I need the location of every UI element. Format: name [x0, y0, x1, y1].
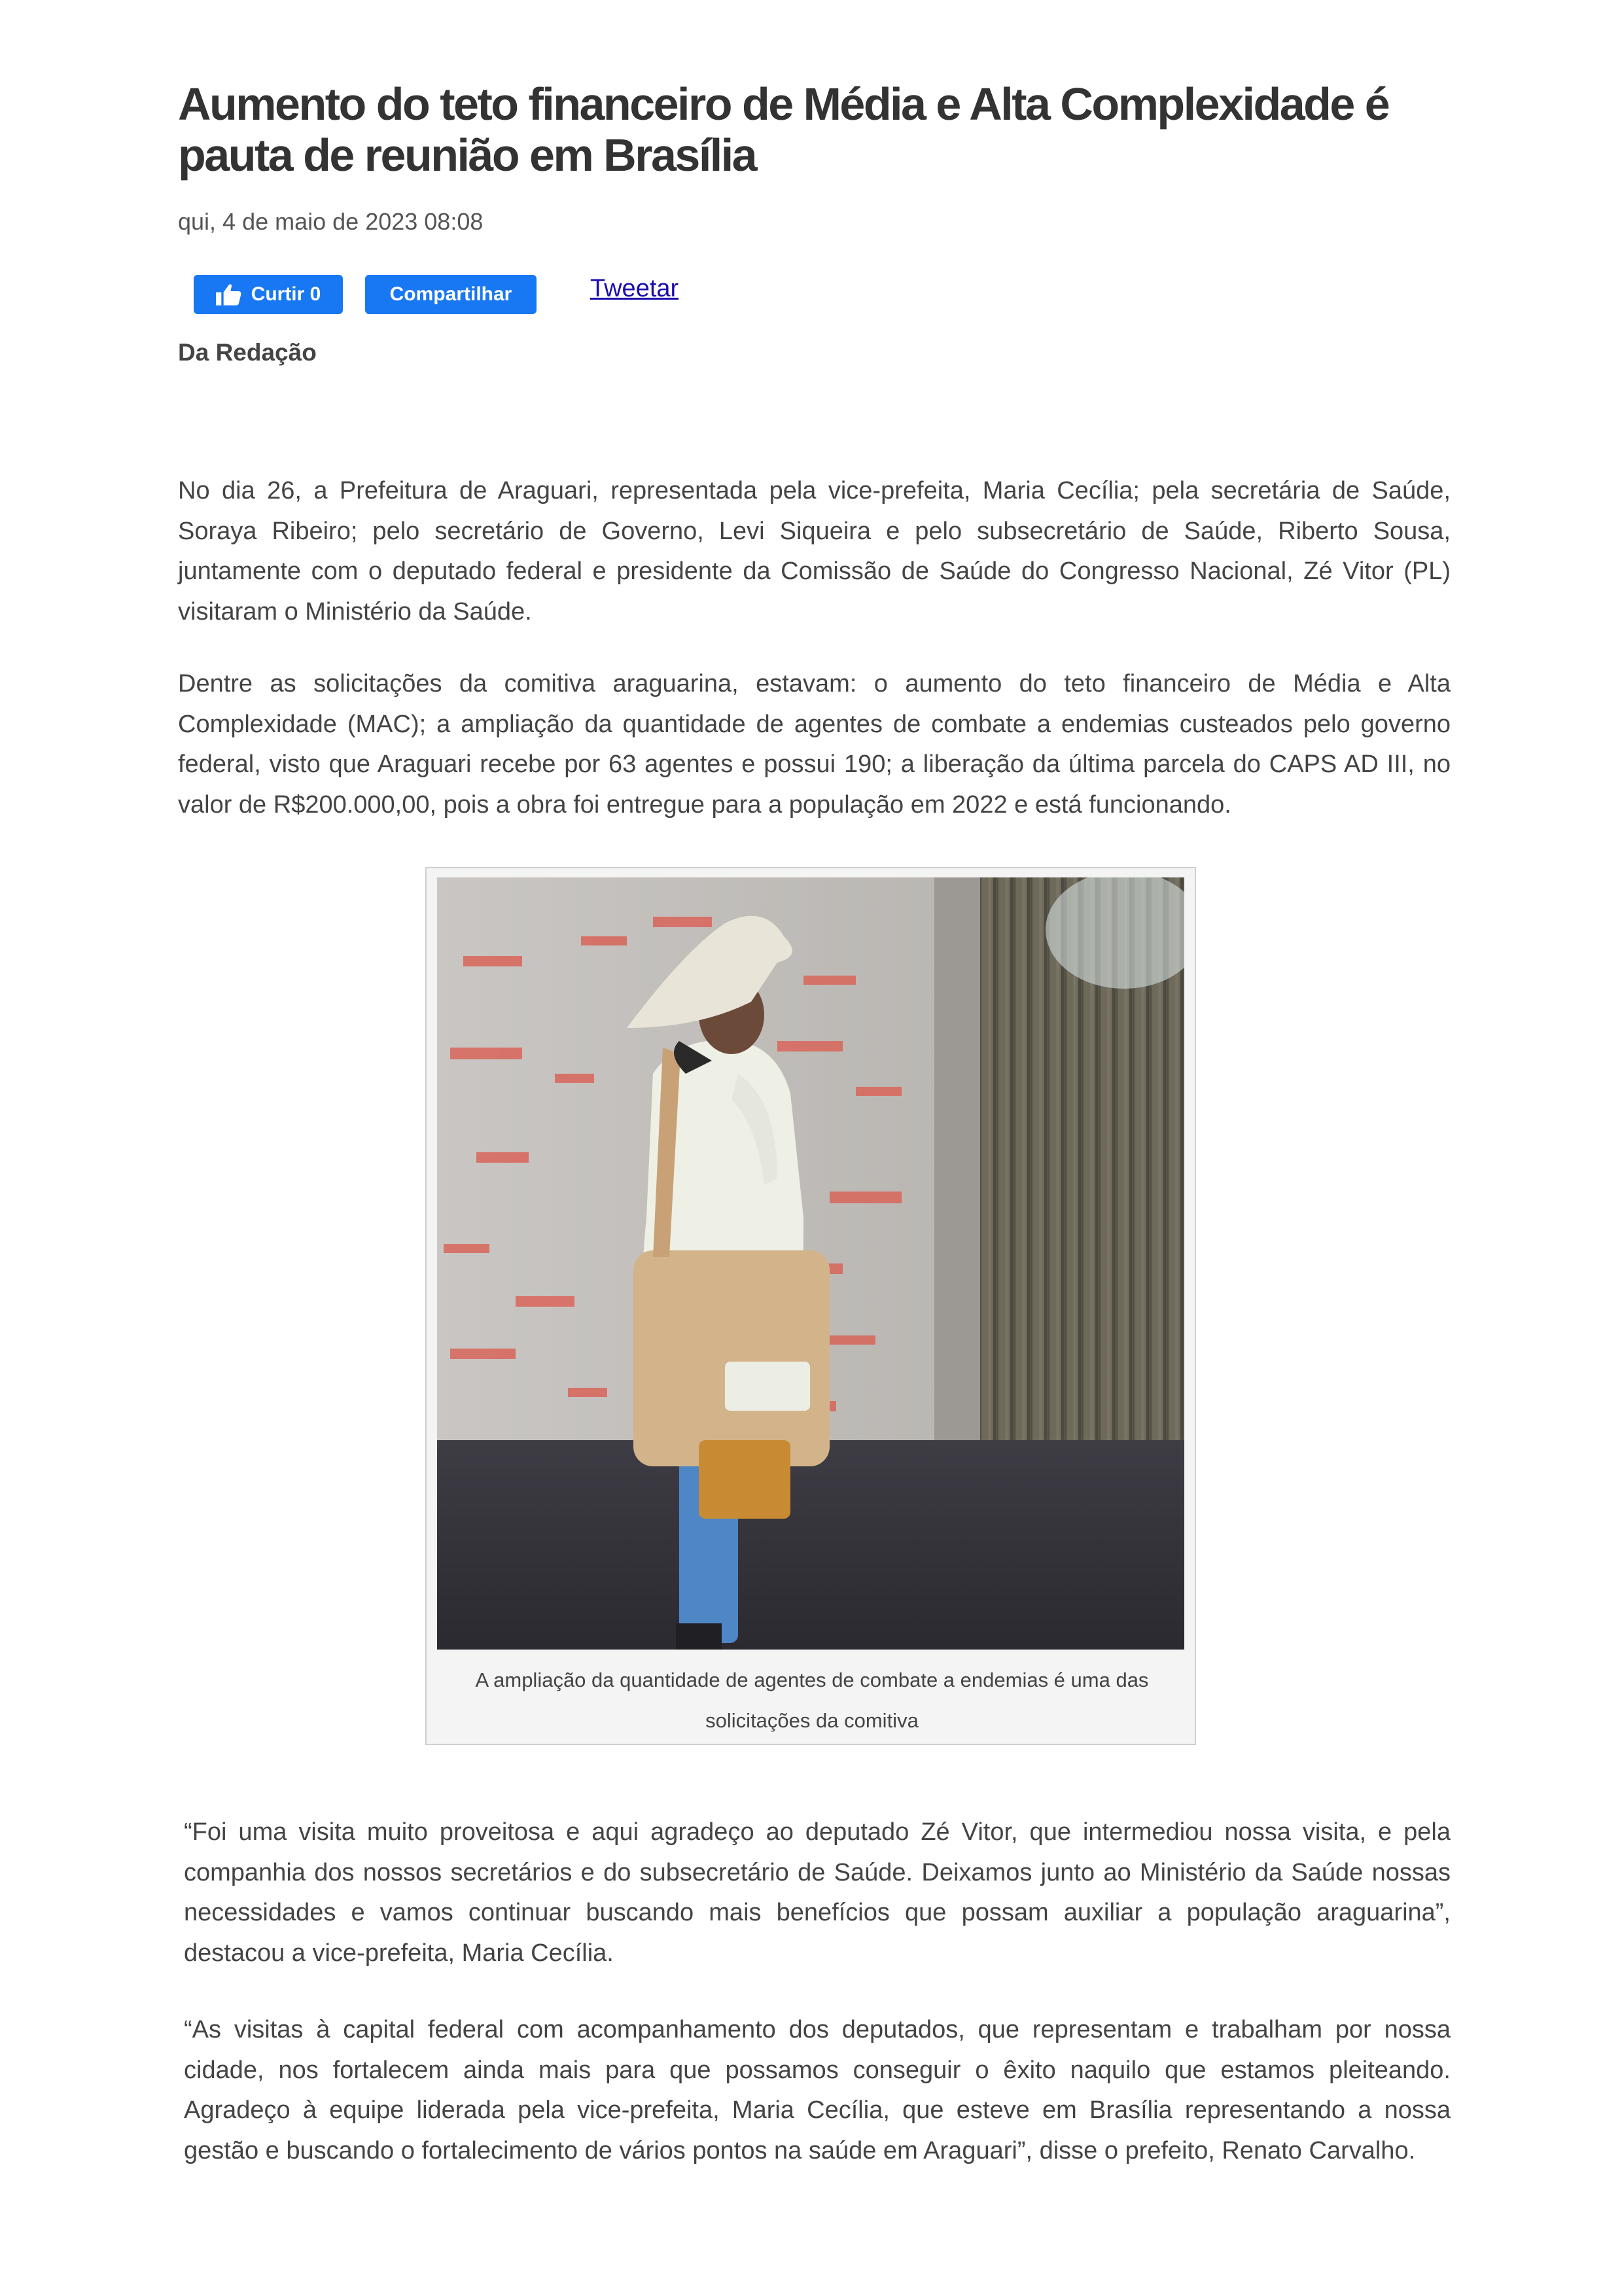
photo-illustration [437, 877, 1184, 1650]
figure-caption: A ampliação da quantidade de agentes de combate a endemias é uma das solicitações da comitiva [475, 1669, 1149, 1732]
like-button[interactable] [194, 275, 343, 314]
share-label: Compartilhar [389, 283, 512, 305]
article-figure [425, 867, 1196, 1745]
paragraph: “As visitas à capital federal com acompanhamento dos deputados, que representam e trabalham por nossa cidade, nos fortalecem ainda mais para que possamos conseguir o êxito naquilo que estamos pleiteando. Agradeço à equipe liderada pela vice-prefeita, Maria Cecília, que esteve em Brasília representando a nossa gestão e buscando o fortalecimento de vários pontos na saúde em Araguari”, disse o prefeito, Renato Carvalho. [184, 2016, 1451, 2164]
tweet-link[interactable]: Tweetar [590, 275, 679, 302]
share-button[interactable] [365, 275, 537, 314]
like-label: Curtir 0 [251, 283, 321, 305]
thumbs-up-icon [216, 283, 242, 306]
paragraph: No dia 26, a Prefeitura de Araguari, representada pela vice-prefeita, Maria Cecília; pela secretária de Saúde, Soraya Ribeiro; pelo secretário de Governo, Levi Siqueira e pelo subsecretário de Saúde, Riberto Sousa, juntamente com o deputado federal e presidente da Comissão de Saúde do Congresso Nacional, Zé Vitor (PL) visitaram o Ministério da Saúde. [178, 477, 1451, 626]
paragraph: Dentre as solicitações da comitiva araguarina, estavam: o aumento do teto financeiro de Média e Alta Complexidade (MAC); a ampliação da quantidade de agentes de combate a endemias custeados pelo governo federal, visto que Araguari recebe por 63 agentes e possui 190; a liberação da última parcela do CAPS AD III, no valor de R$200.000,00, pois a obra foi entregue para a população em 2022 e está funcionando. [178, 670, 1451, 819]
article-title: Aumento do teto financeiro de Média e Alta Complexidade é pauta de reunião em Brasília [178, 79, 1389, 181]
byline: Da Redação [178, 339, 317, 366]
article-photo [437, 877, 1184, 1650]
article-date: qui, 4 de maio de 2023 08:08 [178, 208, 484, 235]
paragraph: “Foi uma visita muito proveitosa e aqui agradeço ao deputado Zé Vitor, que intermediou nossa visita, e pela companhia dos nossos secretários e do subsecretário de Saúde. Deixamos junto ao Ministério da Saúde nossas necessidades e vamos continuar buscando mais benefícios que possam auxiliar a população araguarina”, destacou a vice-prefeita, Maria Cecília. [184, 1818, 1451, 1967]
